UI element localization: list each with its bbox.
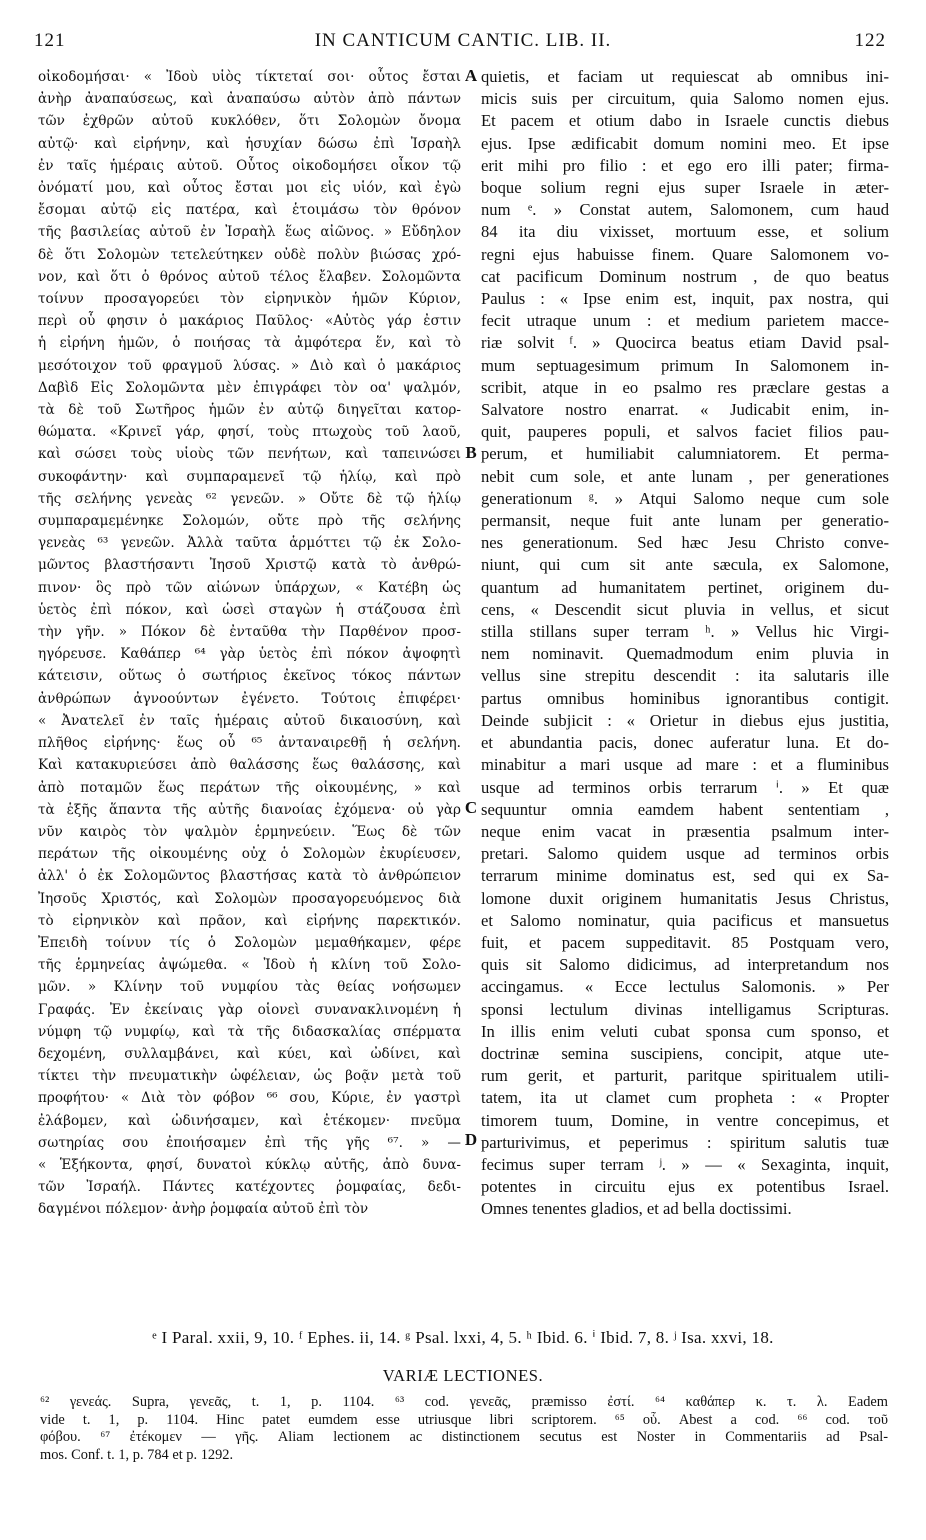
greek-text-line: καὶ σώσει τοὺς υἱοὺς τῶν πενήτων, καὶ ταπεινώσει [38,446,461,463]
latin-text-line: nes generationum. Sed hæc Jesu Christo conve- [481,533,889,553]
greek-text-line: τῆς σελήνης γενεὰς ⁶² γενεῶν. » Οὔτε δὲ τῷ ἡλίῳ [38,490,461,507]
latin-text-line: Paulus : « Ipse enim est, inquit, pax nostra, qui [481,289,889,309]
greek-text-line: Γραφάς. Ἐν ἐκείναις γὰρ οἱονεὶ συνανακλινομένη ἡ [38,1001,461,1018]
greek-text-line: νῦν καιρὸς τὸν ψαλμὸν ἑρμηνεύειν. Ἕως δὲ τῶν [38,823,461,840]
variae-lectiones-notes [40,1394,888,1464]
latin-text-line: niunt, qui cum sit ante sæcula, ex Salomone, [481,555,889,575]
variae-lectiones-heading: VARIÆ LECTIONES. [382,1366,544,1385]
latin-text-line: mum septuagesimum primum In Salomonem in- [481,355,889,375]
latin-text-line: timorem tuum, Domine, in ventre concepimus, et [481,1110,889,1130]
greek-text-line: μῶν. » Κλίνην τοῦ νυμφίου τὰς θείας νοήσωμεν [38,979,461,996]
greek-text-line: ἐν ταῖς ἡμέραις αὐτοῦ. Οὗτος οἰκοδομήσει οἶκον τῷ [38,157,461,174]
variant-note-line: φόβου. ⁶⁷ ἐτέκομεν — γῆς. Aliam lectionem ac distinctionem secutus est Noster in Commentariis ad Psal- [40,1429,888,1445]
page-number-left: 121 [34,30,66,51]
greek-text-line: ἔσομαι αὐτῷ εἰς πατέρα, καὶ ἑτοιμάσω τὸν θρόνον [38,202,461,219]
latin-text-line: cat pacificum Dominum nostrum , de quo beatus [481,266,889,286]
greek-text-line: τῶν Ἰσραήλ. Πάντες κατέχοντες ῥομφαίας, δεδι- [38,1179,461,1196]
latin-column [481,66,889,1221]
running-title: IN CANTICUM CANTIC. LIB. II. [314,30,612,51]
greek-text-line: τὸ εἰρηνικὸν καὶ πρᾶον, καὶ εἰρήνης παρεκτικόν. [38,912,461,929]
latin-text-line: neque enim vacat in præsentia psalmum inter- [481,821,889,841]
greek-text-line: συμπαραμεμένηκε Σολομών, οὔτε πρὸ τῆς σελήνης [38,513,461,530]
latin-text-line: permansit, neque fuit ante lunam per generatio- [481,511,889,531]
greek-text-line: πινον· ὃς πρὸ τῶν αἰώνων ὑπάρχων, « Κατέβη ὡς [38,579,461,596]
variant-note-line: mos. Conf. t. 1, p. 784 et p. 1292. [40,1446,234,1463]
latin-text-line: scribit, atque in eo psalmo res præclare gestas a [481,377,889,397]
greek-text-line: τὴν γῆν. » Πόκον δὲ ἐνταῦθα τὴν Παρθένον προσ- [38,624,461,641]
latin-text-line: minabitur a mari usque ad mare : et a fluminibus [481,755,889,775]
latin-text-line: num ᵉ. » Constat autem, Salomonem, cum haud [481,200,889,220]
greek-text-line: τίκτει τὴν πνευματικὴν ὠφέλειαν, ὡς βοᾷν μετὰ τοῦ [38,1068,461,1085]
latin-text-line: sequuntur omnia eamdem habent sententiam , [481,799,889,819]
greek-text-line: « Ἀνατελεῖ ἐν ταῖς ἡμέραις αὐτοῦ δικαιοσύνη, καὶ [38,712,461,729]
greek-text-line: προφήτου· « Διὰ τὸν φόβον ⁶⁶ σου, Κύριε, ἐν γαστρὶ [38,1090,461,1107]
greek-text-line: δὲ ὅτι Σολομὼν τετελεύτηκεν οὐδὲ πολὺν βιώσας χρό- [38,246,461,263]
greek-text-line: ἀλλ' ὁ ἐκ Σολομῶντος βλαστήσας κατὰ τὸ ἀνθρώπειον [38,868,461,885]
greek-column [38,66,461,1221]
latin-text-line: quantum ad humanitatem pertinet, originem du- [481,577,889,597]
latin-text-line: In illis enim veluti cubat sponsa cum sponso, et [481,1021,889,1041]
latin-text-line: quis sit Salomo didicimus, ad interpretandum nos [481,955,889,975]
greek-text-line: ἀνθρώπων ἀγνοούντων ἐγένετο. Τούτοις ἐπιφέρει· [38,690,461,707]
latin-text-line: Et pacem et otium dabo in Israele cunctis diebus [481,111,889,131]
latin-text-line: sponsi lectulum divinas intelligamus Scripturas. [481,999,889,1019]
latin-text-line: perum, et humiliabit calumniatorem. Et perma- [481,444,889,464]
greek-text-line: Καὶ κατακυριεύσει ἀπὸ θαλάσσης ἕως θαλάσσης, καὶ [38,757,461,774]
latin-text-line: rum gerit, et parturit, paritque spiritualem utili- [481,1066,889,1086]
latin-text-line: micis suis per circuitum, quia Salomo nomen ejus. [481,89,889,109]
greek-text-line: ἀνὴρ ἀναπαύσεως, καὶ ἀναπαύσω αὐτὸν ἀπὸ πάντων [38,91,461,108]
variant-note-line: ⁶² γενεάς. Supra, γενεᾶς, t. 1, p. 1104. ⁶³ cod. γενεᾶς, præmisso ἐστί. ⁶⁴ καθάπερ κ. τ. λ. Eadem [40,1394,888,1410]
latin-text-line: tatem, ita ut clamet cum propheta : « Propter [481,1088,889,1108]
greek-text-line: τὰ δὲ τοῦ Σωτῆρος ἡμῶν ἐν αὐτῷ διηγεῖται κατορ- [38,402,461,419]
latin-text-line: Salvatore nostro enarrat. « Judicabit enim, in- [481,400,889,420]
latin-text-line: et Salomo nominatur, quia pacificus et mansuetus [481,910,889,930]
latin-text-line: riæ solvit ᶠ. » Quocirca beatus etiam David psal- [481,333,889,353]
latin-text-line: stilla stillans super terram ʰ. » Vellus hic Virgi- [481,622,889,642]
latin-text-line: pretari. Salomo quidem usque ad terminos orbis [481,844,889,864]
latin-text-line: Omnes tenentes gladios, et ad bella doctissimi. [481,1199,792,1219]
page-number-right: 122 [854,30,886,51]
greek-text-line: μῶντος βλαστήσαντι Ἰησοῦ Χριστῷ κατὰ τὸ ἀνθρώ- [38,557,461,574]
greek-text-line: Ἐπειδὴ τοίνυν τίς ὁ Σολομὼν μεμαθήκαμεν, φέρε [38,934,461,951]
latin-text-line: doctrinæ semina suscipiens, concipit, atque ute- [481,1043,889,1063]
greek-text-line: περάτων τῆς οἰκουμένης οὐχ ὁ Σολομὼν ἐκυρίευσεν, [38,846,461,863]
variant-note-line: vide t. 1, p. 1104. Hinc patet eumdem esse utriusque libri scriptorem. ⁶⁵ οὗ. Abest a cod. ⁶⁶ cod. τοῦ [40,1411,888,1428]
greek-text-line: γενεὰς ⁶³ γενεῶν. Ἀλλὰ ταῦτα ἁρμόττει τῷ ἐκ Σολο- [38,535,461,552]
greek-text-line: ηγόρευσε. Καθάπερ ⁶⁴ γὰρ ὑετὸς ἐπὶ πόκον ἀψοφητὶ [38,646,461,663]
latin-text-line: boque solium regni ejus super Israele in æter- [481,178,889,198]
latin-text-line: Deinde subjicit : « Orietur in diebus ejus justitia, [481,710,889,730]
greek-text-line: περὶ οὗ φησιν ὁ μακάριος Παῦλος· «Αὐτὸς γάρ ἐστιν [38,313,461,330]
greek-text-line: νον, καὶ ὅτι ὁ θρόνος αὐτοῦ τέλος ἔλαβεν. Σολομῶντα [38,268,461,285]
greek-text-line: τῶν ἐχθρῶν αὐτοῦ κυκλόθεν, ὅτι Σολομὼν ὄνομα [38,113,461,130]
greek-text-line: ἡ εἰρήνη ἡμῶν, ὁ ποιήσας τὰ ἀμφότερα ἕν, καὶ τὸ [38,335,461,352]
margin-letter-a: A [464,66,478,85]
greek-text-line: τῆς ἑρμηνείας ἀψώμεθα. « Ἰδοὺ ἡ κλίνη τοῦ Σολο- [38,957,461,974]
greek-text-line: ἀπὸ ποταμῶν ἕως περάτων τῆς οἰκουμένης, » καὶ [38,779,461,796]
latin-text-line: usque ad terminos orbis terrarum ⁱ. » Et quæ [481,777,889,797]
greek-text-line: σωτηρίας σου ἐποιήσαμεν ἐπὶ τῆς γῆς ⁶⁷. » — [38,1134,461,1151]
latin-text-line: quit, pauperes populi, et salvos faciet filios pau- [481,422,889,442]
greek-text-line: πλῆθος εἰρήνης· ἕως οὗ ⁶⁵ ἀνταναιρεθῇ ἡ σελήνη. [38,735,461,752]
greek-text-line: ὑετὸς ἐπὶ πόκον, καὶ ὡσεὶ σταγὼν ἡ στάζουσα ἐπὶ [38,601,461,618]
latin-text-line: nebit cum sole, et ante lunam , per generationes [481,466,889,486]
greek-text-line: θώματα. «Κρινεῖ γάρ, φησί, τοὺς πτωχοὺς τοῦ λαοῦ, [38,424,461,441]
greek-text-line: τοίνυν προσαγορεύει τὸν εἰρηνικὸν ἡμῶν Κύριον, [38,291,461,308]
latin-text-line: fecit utraque unum : et medium parietem macce- [481,311,889,331]
latin-text-line: generationum ᵍ. » Atqui Salomo neque cum sole [481,488,889,508]
latin-text-line: potentes in circuitu ejus ex potentibus Israel. [481,1177,889,1197]
latin-text-line: et abundantia pacis, donec auferatur luna. Et do- [481,733,889,753]
latin-text-line: vellus sine strepitu descendit : ita salutaris ille [481,666,889,686]
latin-text-line: cens, « Descendit sicut pluvia in vellus, et sicut [481,599,889,619]
greek-text-line: δεχομένη, συλλαμβάνει, καὶ κύει, καὶ ὠδίνει, καὶ [38,1045,461,1062]
greek-text-line: ἐλάβομεν, καὶ ὠδινήσαμεν, καὶ ἐτέκομεν· πνεῦμα [38,1112,461,1129]
latin-text-line: lomone duxit originem humanitatis Jesus Christus, [481,888,889,908]
greek-text-line: συκοφάντην· καὶ συμπαραμενεῖ τῷ ἡλίῳ, καὶ πρὸ [38,468,461,485]
latin-text-line: erit mihi pro filio : et ego ero illi pater; firma- [481,155,889,175]
greek-text-line: αὐτῷ· καὶ εἰρήνην, καὶ ἡσυχίαν δώσω ἐπὶ Ἰσραὴλ [38,135,461,152]
greek-text-line: Δαβὶδ Εἰς Σολομῶντα μὲν ἐπιγράφει τὸν οα' ψαλμόν, [38,379,461,396]
latin-text-line: nem nominavit. Quemadmodum enim pluvia in [481,644,889,664]
greek-text-line: τῆς βασιλείας αὐτοῦ ἐν Ἰσραὴλ ἕως αἰῶνος. » Εὔδηλον [38,224,461,241]
greek-text-line: δαγμένοι πόλεμον· ἀνὴρ ῥομφαία αὐτοῦ ἐπὶ τὸν [38,1201,369,1218]
latin-text-line: fuit, et pacem suppeditavit. 85 Postquam vero, [481,932,889,952]
latin-text-line: 84 ita diu vixisset, mortuum esse, et solium [481,222,889,242]
greek-text-line: ὀνόματί μου, καὶ οὗτος ἔσται μοι εἰς υἱόν, καὶ ἐγὼ [38,180,461,197]
latin-text-line: regni ejus habuisse finem. Quare Salomonem vo- [481,244,889,264]
greek-text-line: κάτεισιν, οὕτως ὁ σωτήριος ἐκεῖνος τόκος πάντων [38,668,461,685]
greek-text-line: νύμφη τῷ νυμφίῳ, καὶ τὰ τῆς διδασκαλίας σπέρματα [38,1023,461,1040]
greek-text-line: οἰκοδομήσαι· « Ἰδοὺ υἱὸς τίκτεταί σοι· οὗτος ἔσται [38,69,461,85]
margin-letter-b: B [465,443,477,462]
latin-text-line: terrarum minime dominatus est, sed qui ex Sa- [481,866,889,886]
greek-text-line: « Ἑξήκοντα, φησί, δυνατοὶ κύκλῳ αὐτῆς, ἀπὸ δυνα- [38,1156,461,1173]
latin-text-line: ejus. Ipse ædificabit domum nomini meo. Et ipse [481,133,889,153]
latin-text-line: accingamus. « Ecce lectulus Salomonis. » Per [481,977,889,997]
latin-text-line: partus omnibus hominibus ignorantibus contigit. [481,688,889,708]
margin-letter-d: D [464,1130,478,1149]
latin-text-line: fecimus super terram ʲ. » — « Sexaginta, inquit, [481,1154,889,1174]
greek-text-line: τὰ ἑξῆς ἅπαντα τῆς αὐτῆς διανοίας ἐχόμενα· οὐ γὰρ [38,801,461,818]
latin-text-line: parturivimus, et peperimus : spiritum salutis tuæ [481,1132,889,1152]
margin-letter-c: C [464,798,478,817]
running-header [22,30,904,56]
latin-text-line: quietis, et faciam ut requiescat ab omnibus ini- [481,67,889,86]
greek-text-line: Ἰησοῦς Χριστός, καὶ Σολομὼν προσαγορευόμενος διὰ [38,890,461,907]
footnote-references: ᵉ I Paral. xxii, 9, 10. ᶠ Ephes. ii, 14. ᵍ Psal. lxxi, 4, 5. ʰ Ibid. 6. ⁱ Ibid. 7, 8. ʲ Isa. xxvi, 18. [152,1328,774,1347]
greek-text-line: μεσότοιχον τοῦ φραγμοῦ λύσας. » Διὸ καὶ ὁ μακάριος [38,357,461,374]
